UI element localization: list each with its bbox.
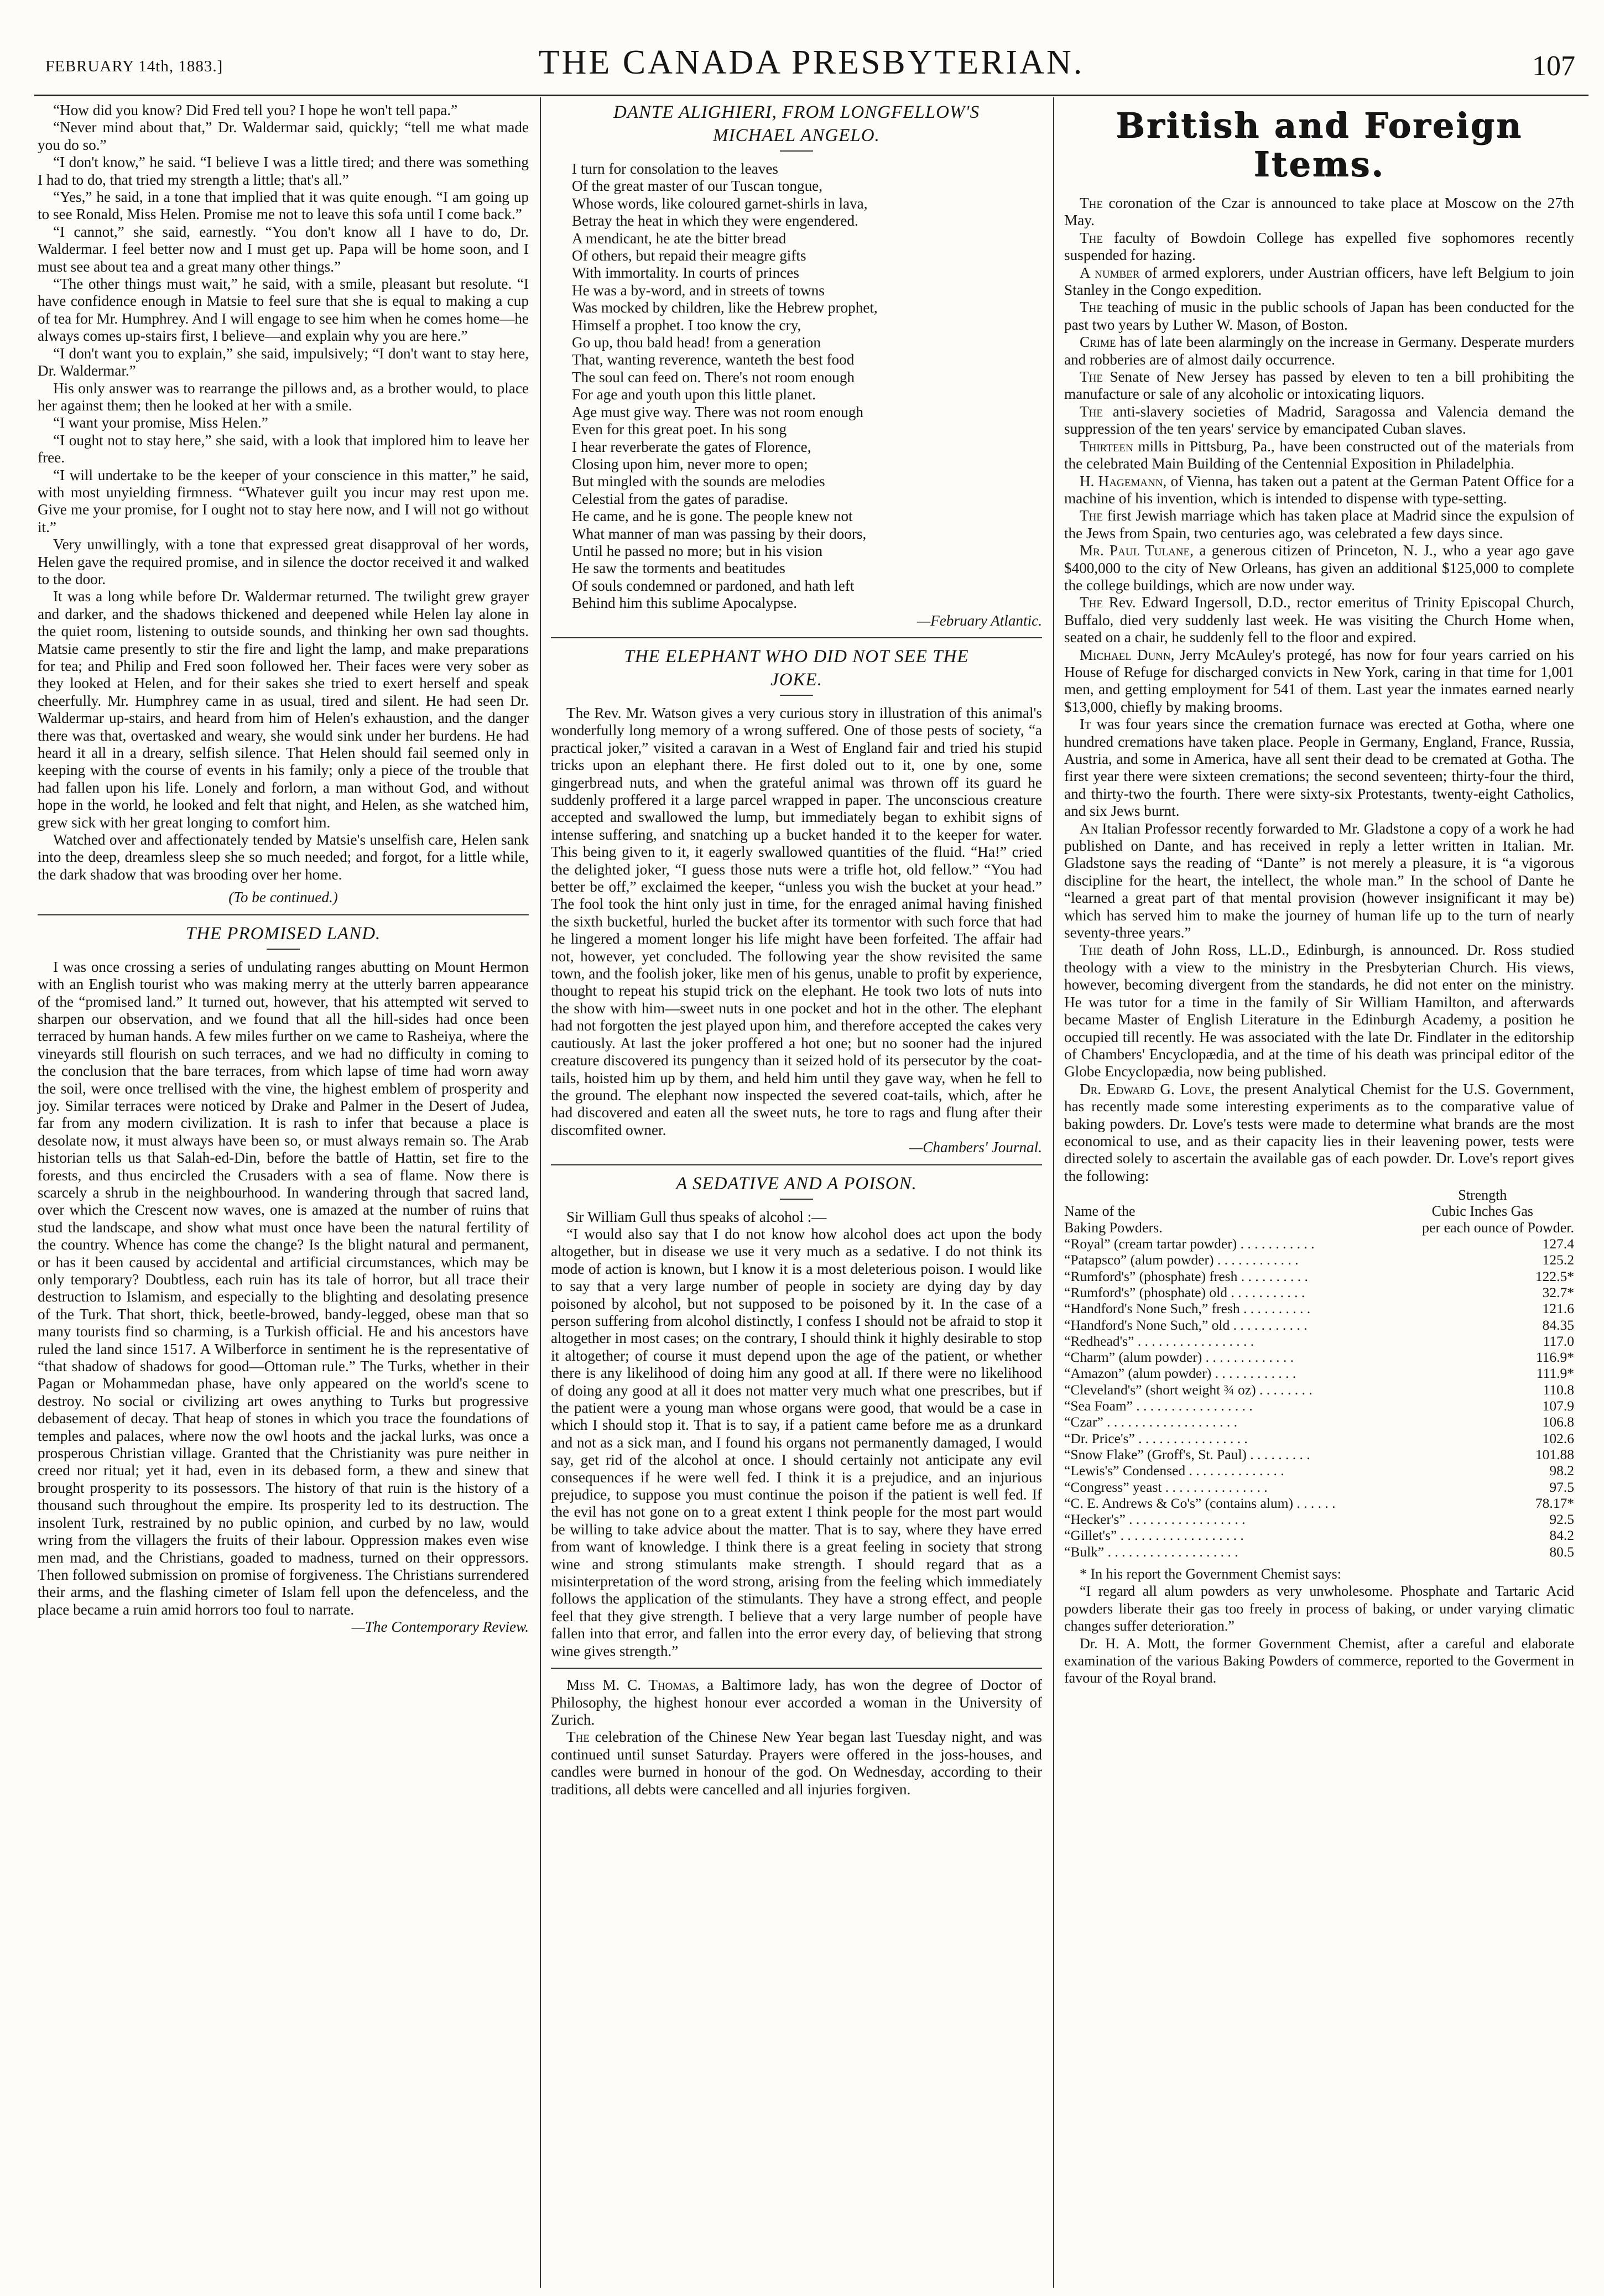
item-body: the present Analytical Chemist for the U.S. Government, has recently made some interesting experiments as to the comparative value of baking powders. Dr. Love's tests were made to determine what brands are the most economical to use, and as their capacity lies in their leavening power, tests were directed solely to ascertain the available gas of each powder. Dr. Love's report gives the following:: [1064, 1080, 1574, 1184]
powder-strength: 32.7*: [1542, 1284, 1574, 1300]
column-1: [38, 102, 529, 1639]
powder-strength: 98.2: [1549, 1462, 1574, 1479]
news-item: [1064, 368, 1574, 403]
page-header: [34, 37, 1589, 92]
news-item: [1064, 403, 1574, 438]
powder-strength: 122.5*: [1535, 1268, 1574, 1284]
poem-line: Closing upon him, never more to open;: [572, 455, 808, 472]
news-item: [1064, 941, 1574, 1080]
item-body: anti-slavery societies of Madrid, Saragossa and Valencia demand the suppression of the ten years' service by emancipated Cuban slaves.: [1064, 403, 1574, 438]
news-item: [1064, 820, 1574, 942]
powder-strength: 80.5: [1549, 1543, 1574, 1560]
news-item: [1064, 473, 1574, 508]
powder-strength: 92.5: [1549, 1511, 1574, 1528]
poem-line: He saw the torments and beatitudes: [572, 560, 785, 577]
news-items: [1064, 195, 1574, 1185]
news-item: [1064, 438, 1574, 473]
item-body: coronation of the Czar is announced to take place at Moscow on the 27th May.: [1064, 195, 1574, 229]
page-number: 107: [1532, 50, 1575, 82]
poem-line: That, wanting reverence, wanteth the best food: [572, 351, 855, 368]
baking-powder-table: [1064, 1187, 1574, 1560]
table-row: [1064, 1333, 1574, 1349]
item-lead: An: [1080, 820, 1098, 837]
item-body: of armed explorers, under Austrian officers, have left Belgium to join Stanley in the Congo expedition.: [1064, 264, 1575, 299]
poem-line: He was a by-word, and in streets of towns: [572, 282, 825, 299]
poem-line: I turn for consolation to the leaves: [572, 160, 778, 177]
powder-name: “Congress” yeast . . . . . . . . . . . . . . .: [1064, 1478, 1268, 1495]
powder-strength: 106.8: [1542, 1414, 1574, 1430]
item-lead: A number: [1080, 264, 1140, 281]
powder-name: “Charm” (alum powder) . . . . . . . . . . . . .: [1064, 1349, 1294, 1366]
poem-line: Until he passed no more; but in his vision: [572, 542, 823, 559]
sedative-paragraph: “I would also say that I do not know how alcohol does act upon the body altogether, but in disease we use it very much as a sedative. I do not think its mode of action is known, but I know it is a most deleterious poison. I would like to say that a very large number of people in society are dying day by day poisoned by alcohol, but not supposed to be poisoned by it. In the case of a person suffering from alcohol distinctly, I confess I should not be afraid to stop it altogether in most cases; on the contrary, I should think it highly desirable to stop it altogether; of course it must depend upon the age of the patient, or whether there is any likelihood of doing him any good at all. If there were no likelihood of doing any good at all it does not matter very much what one prescribes, but if the patient were a young man whose organs were good, that would be a case in which I should stop it. That is to say, if a patient came before me as a drunkard and not as a sick man, and I found his organs not permanently damaged, I would say, get rid of the alcohol at once. I should certainly not anticipate any evil consequences if he were well fed. I think it is a prejudice, and an injurious prejudice, to suppose you must continue the poison if the patient is well fed. If the evil has not gone on to a great extent I think people for the most part would be willing to take advice about the matter. That is to say, where they have erred from want of knowledge. I think there is a great feeling in society that strong wine and strong stimulants make strength. I should regard that as a misinterpretation of the word strong, arising from the feeling which immediately follows the application of the stimulants. They have a strong effect, and people feel that they give strength. I believe that a very large number of people have fallen into that error, and fallen into the error every day, of believing that strong wine gives strength.”: [551, 1225, 1042, 1659]
poem-line: With immortality. In courts of princes: [572, 264, 799, 282]
item-body: of Vienna, has taken out a patent at the German Patent Office for a machine of his invention, which is intended to dispense with type-setting.: [1064, 472, 1575, 507]
poem-line: I hear reverberate the gates of Florence,: [572, 438, 811, 455]
powder-strength: 78.17*: [1535, 1495, 1574, 1511]
story-paragraph: It was a long while before Dr. Waldermar returned. The twilight grew grayer and darker, and the shadows thickened and deepened while Helen lay alone in the quiet room, listening to outside sounds, and thinking her own sad thoughts. Matsie came presently to stir the fire and light the lamp, and make preparations for tea; and Philip and Fred soon followed her. Their faces were very sober as they looked at Helen, and for their sakes she tried to exert herself and speak cheerfully. Mr. Humphrey came in as usual, tired and silent. He had seen Dr. Waldermar up-stairs, and heard from him of Helen's exhaustion, and the danger there was that, overtasked and weary, she would sink under her burdens. He had heard it all in a dreary, selfish silence. That Helen should fail seemed only in keeping with the course of events in his family; only a piece of the trouble that had fallen upon his life. Lonely and forlorn, a man without God, and without hope in the world, he looked and felt that night, and Helen, as she watched him, grew sick with her great longing to comfort him.: [38, 588, 529, 831]
item-lead: H. Hagemann,: [1080, 472, 1167, 490]
powder-name: “Snow Flake” (Groff's, St. Paul) . . . . . . . . .: [1064, 1446, 1310, 1462]
powder-strength: 102.6: [1542, 1430, 1574, 1446]
poem-line: Even for this great poet. In his song: [572, 421, 787, 438]
item-lead: The: [1080, 594, 1103, 611]
poem-line: But mingled with the sounds are melodies: [572, 473, 825, 490]
table-row: [1064, 1495, 1574, 1511]
powder-name: “Hecker's” . . . . . . . . . . . . . . . . .: [1064, 1511, 1246, 1528]
poem-line: For age and youth upon this little planet.: [572, 386, 816, 403]
news-item: [1064, 647, 1574, 716]
masthead-title: THE CANADA PRESBYTERIAN.: [538, 44, 1085, 81]
item-lead: The: [1080, 299, 1103, 316]
header-rule: [34, 95, 1589, 96]
powder-strength: 110.8: [1543, 1381, 1574, 1398]
table-row: [1064, 1284, 1574, 1300]
table-header-strength: Strength: [1458, 1187, 1507, 1204]
powder-name: “Cleveland's” (short weight ¾ oz) . . . . . . . .: [1064, 1381, 1313, 1398]
table-row: [1064, 1511, 1574, 1527]
powder-strength: 84.2: [1549, 1527, 1574, 1544]
poem-line: A mendicant, he ate the bitter bread: [572, 230, 787, 247]
table-row: [1064, 1479, 1574, 1495]
powder-strength: 84.35: [1542, 1316, 1574, 1333]
article-divider: [551, 1668, 1042, 1669]
news-item: [1064, 195, 1574, 230]
table-header-baking: Baking Powders.: [1064, 1219, 1163, 1236]
poem-line: Whose words, like coloured garnet-shirls in lava,: [572, 195, 868, 212]
footnote-quote: “I regard all alum powders as very unwholesome. Phosphate and Tartaric Acid powders liberate their gas too freely in process of baking, or under varying climatic changes suffer deterioration.”: [1064, 1583, 1574, 1634]
poem-line: The soul can feed on. There's not room enough: [572, 368, 855, 386]
elephant-source: —Chambers' Journal.: [909, 1139, 1042, 1156]
title-rule: [267, 949, 300, 950]
item-body: Senate of New Jersey has passed by eleven to ten a bill prohibiting the manufacture or sale of any alcoholic or intoxicating liquors.: [1064, 368, 1574, 403]
story-paragraph: “I don't want you to explain,” she said, impulsively; “I don't want to stay here, Dr. Waldermar.”: [38, 345, 529, 379]
news-item: [1064, 594, 1574, 646]
table-header-row: [1064, 1203, 1574, 1219]
article-divider: [38, 914, 529, 915]
promised-land-source: —The Contemporary Review.: [351, 1618, 529, 1636]
powder-name: “Gillet's” . . . . . . . . . . . . . . . . . .: [1064, 1527, 1244, 1544]
item-body: death of John Ross, LL.D., Edinburgh, is announced. Dr. Ross studied theology with a view to the ministry in the Presbyterian Church. His views, however, becoming divergent from the standards, he did not enter on the ministry. He was tutor for a time in the family of Sir William Hamilton, and afterwards became Master of English Literature in the Edinburgh Academy, a position he occupied till recently. He was associated with the late Dr. Findlater in the editorship of Chambers' Encyclopædia, and at the time of his death was principal editor of the Globe Encyclopædia, now being published.: [1064, 941, 1574, 1080]
elephant-title-line-1: THE ELEPHANT WHO DID NOT SEE THE: [624, 646, 969, 667]
powder-name: “Bulk” . . . . . . . . . . . . . . . . . . .: [1064, 1543, 1238, 1560]
item-lead: The: [1080, 368, 1103, 386]
poem-line: Of the great master of our Tuscan tongue,: [572, 178, 823, 195]
table-row: [1064, 1236, 1574, 1252]
table-row: [1064, 1317, 1574, 1333]
title-rule: [780, 1199, 813, 1200]
powder-name: “Patapsco” (alum powder) . . . . . . . . . . . .: [1064, 1252, 1299, 1268]
poem-line: Himself a prophet. I too know the cry,: [572, 316, 801, 334]
item-body: a Baltimore lady, has won the degree of Doctor of Philosophy, the highest honour ever accorded a woman in the University of Zurich.: [551, 1677, 1043, 1728]
story-paragraph: “I ought not to stay here,” she said, with a look that implored him to leave her free.: [38, 431, 529, 466]
elephant-paragraph: The Rev. Mr. Watson gives a very curious story in illustration of this animal's wonderfully long memory of a wrong suffered. One of those pests of society, “a practical joker,” visited a caravan in a West of England fair and tried his stupid tricks upon an elephant there. He first doled out to it, one by one, some gingerbread nuts, and when the grateful animal was thrown off its guard he suddenly proffered it a large parcel wrapped in paper. The unconscious creature accepted and swallowed the lump, but immediately began to exhibit signs of intense suffering, and snatching up a bucket handed it to the keeper for water. This being given to it, it eagerly swallowed quantities of the fluid. “Ha!” cried the delighted joker, “I guess those nuts were a trifle hot, old fellow.” “You had better be off,” exclaimed the keeper, “unless you wish the bucket at your head.” The fool took the hint only just in time, for the enraged animal having finished the sixth bucketful, hurled the bucket after its tormentor with such force that had he lingered a moment longer his life might have been forfeited. The affair had not, however, yet concluded. The following year the show revisited the same town, and the foolish joker, like men of his genus, unable to profit by experience, thought to repeat his stupid trick on the elephant. He took two lots of nuts into the show with him—sweet nuts in one pocket and hot in the other. The elephant had not forgotten the jest played upon him, and therefore accepted the cakes very cautiously. At last the joker proffered a hot one; but no sooner had the injured creature discovered its pungency than it seized hold of its persecutor by the coat-tails, hoisted him up by them, and held him until they gave way, when he fell to the ground. The elephant now inspected the severed coat-tails, which, after he had discovered and eaten all the sweet nuts, he tore to rags and flung after their discomfited owner.: [551, 704, 1042, 1138]
table-row: [1064, 1300, 1574, 1316]
item-lead: Mr. Paul Tulane,: [1080, 542, 1194, 559]
powder-name: “Handford's None Such,” fresh . . . . . . . . . .: [1064, 1300, 1311, 1317]
footnote-mott: Dr. H. A. Mott, the former Government Chemist, after a careful and elaborate examination of the various Baking Powders of commerce, reported to the Goverment in favour of the Royal brand.: [1064, 1635, 1574, 1686]
powder-strength: 125.2: [1542, 1252, 1574, 1268]
table-header-row: [1064, 1220, 1574, 1236]
column-3: [1064, 102, 1574, 1687]
table-row: [1064, 1349, 1574, 1365]
item-lead: Miss M. C. Thomas,: [566, 1677, 700, 1694]
table-header-cubic: Cubic Inches Gas: [1431, 1203, 1534, 1220]
table-row: [1064, 1446, 1574, 1462]
footnote-marker-line: * In his report the Government Chemist says:: [1080, 1565, 1341, 1582]
table-row: [1064, 1252, 1574, 1268]
thomas-item: [551, 1677, 1042, 1728]
sedative-paragraph: Sir William Gull thus speaks of alcohol :—: [566, 1208, 827, 1225]
powder-name: “Handford's None Such,” old . . . . . . . . . . .: [1064, 1316, 1308, 1333]
poem-line: Celestial from the gates of paradise.: [572, 490, 789, 507]
british-foreign-items-heading: British and Foreign Items.: [1116, 105, 1523, 184]
item-body: faculty of Bowdoin College has expelled five sophomores recently suspended for hazing.: [1064, 229, 1574, 264]
table-header-row: [1064, 1187, 1574, 1203]
item-body: Italian Professor recently forwarded to Mr. Gladstone a copy of a work he had published on Dante, and has received in reply a letter written in Italian. Mr. Gladstone says the reading of “Dante” is not merely a pleasure, it is “a vigorous discipline for the heart, the intellect, the whole man.” In the school of Dante he “learned a great part of that mental provision (however insignificant it may be) which has served him to make the journey of human life up to the turn of nearly seventy-three years.”: [1064, 820, 1574, 941]
table-header-left: [1064, 1187, 1391, 1203]
powder-name: “Dr. Price's” . . . . . . . . . . . . . . . .: [1064, 1430, 1248, 1446]
item-body: was four years since the cremation furnace was erected at Gotha, where one hundred cremations have taken place. People in Germany, England, France, Russia, Austria, and some in America, have all sent their dead to be cremated at Gotha. The first year there were sixteen cremations; the second seventeen; thirty-four the third, and thirty-two the fourth. There were sixty-six Protestants, twenty-eight Catholics, and six Jews burnt.: [1064, 716, 1574, 820]
story-paragraph: “I cannot,” she said, earnestly. “You don't know all I have to do, Dr. Waldermar. I feel better now and I must get up. Papa will be home soon, and I must see about tea and a great many other things.”: [38, 223, 529, 275]
title-rule: [780, 695, 813, 696]
poem-line: Age must give way. There was not room enough: [572, 403, 864, 420]
story-paragraph: “I will undertake to be the keeper of your conscience in this matter,” he said, with most unyielding firmness. “Whatever guilt you incur may rest upon me. Give me your promise, for I ought not to stay here now, and I will not go without it.”: [38, 466, 529, 535]
item-lead: It: [1080, 716, 1091, 733]
item-lead: The: [566, 1728, 590, 1746]
story-paragraph: His only answer was to rearrange the pillows and, as a brother would, to place her against them; then he looked at her with a smile.: [38, 379, 529, 414]
item-lead: The: [1080, 229, 1103, 246]
item-lead: The: [1080, 195, 1103, 211]
powder-strength: 121.6: [1542, 1300, 1574, 1317]
powder-strength: 116.9*: [1535, 1349, 1574, 1366]
powder-name: “Rumford's” (phosphate) old . . . . . . . . . . .: [1064, 1284, 1305, 1300]
item-body: celebration of the Chinese New Year began last Tuesday night, and was continued until sunset Saturday. Prayers were offered in the joss-houses, and candles were burned in honour of the god. On Wednesday, according to their traditions, all debts were cancelled and all injuries forgiven.: [551, 1728, 1042, 1798]
powder-strength: 97.5: [1549, 1478, 1574, 1495]
story-paragraph: “The other things must wait,” he said, with a smile, pleasant but resolute. “I have confidence enough in Matsie to feel sure that she is equal to making a cup of tea for Mr. Humphrey. And I will engage to see him when he comes home—he always comes up-stairs first, I believe—and explain why you are here.”: [38, 275, 529, 345]
item-body: has of late been alarmingly on the increase in Germany. Desperate murders and robberies are of almost daily occurrence.: [1064, 334, 1574, 368]
news-item: [1064, 334, 1574, 368]
table-header-per-ounce: per each ounce of Powder.: [1421, 1219, 1574, 1236]
powder-strength: 107.9: [1542, 1398, 1574, 1414]
item-body: first Jewish marriage which has taken place at Madrid since the expulsion of the Jews from Spain, two centuries ago, was celebrated a few days since.: [1064, 507, 1574, 542]
table-row: [1064, 1462, 1574, 1478]
poem-line: Of souls condemned or pardoned, and hath left: [572, 577, 855, 594]
news-item: [1064, 299, 1574, 334]
powder-name: “Rumford's” (phosphate) fresh . . . . . . . . . .: [1064, 1268, 1308, 1284]
item-body: Rev. Edward Ingersoll, D.D., rector emeritus of Trinity Episcopal Church, Buffalo, died very suddenly last week. He was visiting the Church Home when, seated on a chair, he suddenly fell to the floor and expired.: [1064, 594, 1574, 646]
powder-name: “Sea Foam” . . . . . . . . . . . . . . . . .: [1064, 1398, 1253, 1414]
poem-line: He came, and he is gone. The people knew not: [572, 508, 853, 525]
promised-land-paragraph: I was once crossing a series of undulating ranges abutting on Mount Hermon with an English tourist who was making merry at the utterly barren appearance of the “promised land.” It turned out, however, that his attempted wit served to sharpen our observation, and we found that all the hill-sides had once been terraced by human hands. A few miles further on we came to Rasheiya, where the vineyards still flourish on such terraces, and we had no difficulty in coming to the conclusion that the bare terraces, from which lapse of time had worn away the soil, were once trellised with the vine, the highest emblem of prosperity and joy. Similar terraces were noticed by Drake and Palmer in the Desert of Judea, far from any modern civilization. It is rash to infer that because a place is desolate now, it must always have been so, or must always remain so. The Arab historian tells us that Salah-ed-Din, before the battle of Hattin, set fire to the forests, and thus encircled the Crusaders with a sea of flame. Now there is scarcely a shrub in the neighbourhood. In wandering through that sacred land, over which the Crescent now waves, one is amazed at the number of ruins that stud the landscape, and show what must once have been the natural fertility of the country. Whence has come the change? Is the blight natural and permanent, or has it been caused by accidental and artificial circumstances, which may be only temporary? Doubtless, each ruin has its tale of horror, but all trace their destruction to Islamism, and especially to the blighting and desolating presence of the Turk. That short, thick, beetle-browed, bandy-legged, obese man that so many tourists find so charming, is a Turkish official. He and his ancestors have ruled the land since 1517. A Wilberforce in sentiment he is the representative of “that shadow of shadows for good—Ottoman rule.” The Turks, whether in their Pagan or Mohammedan phase, have only appeared on the world's scene to destroy. No social or civilizing art owes anything to Turks but progressive debasement of decay. That heap of stones in which you trace the foundations of temples and palaces, where now the owl hoots and the jackal lurks, was once a prosperous Christian village. Granted that the Christianity was pure neither in creed nor ritual; yet it had, even in its debased form, a thew and sinew that brought prosperity to its possessors. The history of that ruin is the history of a thousand such throughout the empire. Its prosperity led to its destruction. The insolent Turk, restrained by no public opinion, and curbed by no law, would wring from the villagers the fruits of their labour. Oppression makes even wise men mad, and the Christians, goaded to madness, turned on their oppressors. Then followed submission on promise of forgiveness. The Christians surrendered their arms, and the flashing cimeter of Islam fell upon the defenceless, and the place became a ruin amid horrors too foul to narrate.: [38, 958, 529, 1618]
column-2: [551, 102, 1042, 1798]
table-row: [1064, 1527, 1574, 1543]
chinese-new-year-item: [551, 1728, 1042, 1798]
story-paragraph: “How did you know? Did Fred tell you? I hope he won't tell papa.”: [53, 102, 458, 118]
news-item: [1064, 542, 1574, 594]
item-lead: The: [1080, 507, 1103, 524]
poem-line: Betray the heat in which they were engendered.: [572, 212, 858, 230]
news-item: [1064, 264, 1574, 299]
item-lead: Dr. Edward G. Love,: [1080, 1080, 1215, 1097]
poem-line: Of others, but repaid their meagre gifts: [572, 247, 806, 264]
column-rule-2: [1053, 97, 1054, 2288]
item-body: Jerry McAuley's protegé, has now for four years carried on his House of Refuge for discharged convicts in New York, caring in that time for 1,001 men, and getting employment for 541 of them. Last year the inmates earned nearly $13,000, chiefly by making brooms.: [1064, 646, 1574, 715]
issue-date: FEBRUARY 14th, 1883.]: [45, 58, 223, 75]
table-row: [1064, 1430, 1574, 1446]
table-row: [1064, 1414, 1574, 1430]
article-divider: [551, 637, 1042, 638]
poem-line: Was mocked by children, like the Hebrew prophet,: [572, 299, 878, 316]
item-body: mills in Pittsburg, Pa., have been constructed out of the materials from the celebrated Main Building of the Centennial Exposition in Philadelphia.: [1064, 438, 1574, 472]
powder-strength: 111.9*: [1536, 1365, 1574, 1382]
elephant-title-line-2: JOKE.: [770, 669, 822, 690]
poem-line: Go up, thou bald head! from a generation: [572, 334, 821, 351]
powder-name: “Lewis's” Condensed . . . . . . . . . . . . . .: [1064, 1462, 1284, 1479]
dante-title-line-1: DANTE ALIGHIERI, FROM LONGFELLOW'S: [613, 102, 980, 122]
powder-name: “Amazon” (alum powder) . . . . . . . . . . . .: [1064, 1365, 1296, 1382]
news-item: [1064, 716, 1574, 820]
story-paragraph: Watched over and affectionately tended by Matsie's unselfish care, Helen sank into the deep, dreamless sleep she so much needed; and forgot, for a little while, the dark shadow that was brooding over her home.: [38, 831, 529, 883]
table-row: [1064, 1365, 1574, 1381]
column-rule-1: [540, 97, 541, 2288]
story-paragraph: Very unwillingly, with a tone that expressed great disapproval of her words, Helen gave the required promise, and in silence the doctor received it and walked to the door.: [38, 536, 529, 587]
item-body: teaching of music in the public schools of Japan has been conducted for the past two years by Luther W. Mason, of Boston.: [1064, 299, 1574, 333]
news-item: [1064, 230, 1574, 264]
story-paragraph: “I don't know,” he said. “I believe I was a little tired; and there was something I had to do, that tried my strength a little; that's all.”: [38, 154, 529, 188]
article-divider: [551, 1164, 1042, 1165]
table-row: [1064, 1398, 1574, 1414]
dante-poem: [551, 160, 1042, 612]
dante-source: —February Atlantic.: [916, 612, 1042, 629]
poem-line: Behind him this sublime Apocalypse.: [572, 595, 798, 612]
news-item: [1064, 507, 1574, 542]
powder-name: “C. E. Andrews & Co's” (contains alum) . . . . . .: [1064, 1495, 1336, 1511]
promised-land-title: THE PROMISED LAND.: [185, 923, 381, 944]
powder-strength: 117.0: [1543, 1332, 1574, 1349]
title-rule: [780, 150, 813, 152]
item-body: a generous citizen of Princeton, N. J., who a year ago gave $400,000 to the city of New Orleans, has given an additional $125,000 to complete the college buildings, which are now under way.: [1064, 542, 1574, 593]
newspaper-page: [34, 37, 1589, 2282]
powder-strength: 127.4: [1542, 1236, 1574, 1252]
item-lead: The: [1080, 941, 1103, 959]
powder-name: “Redhead's” . . . . . . . . . . . . . . . . .: [1064, 1332, 1254, 1349]
news-item: [1064, 1081, 1574, 1185]
story-paragraph: “Yes,” he said, in a tone that implied that it was quite enough. “I am going up to see Ronald, Miss Helen. Promise me not to leave this sofa until I come back.”: [38, 189, 529, 223]
story-paragraph: “I want your promise, Miss Helen.”: [53, 414, 268, 431]
dante-title-line-2: MICHAEL ANGELO.: [713, 126, 880, 145]
table-header-name: Name of the: [1064, 1203, 1136, 1220]
table-row: [1064, 1268, 1574, 1284]
item-lead: The: [1080, 403, 1103, 420]
item-lead: Michael Dunn,: [1080, 646, 1175, 663]
powder-strength: 101.88: [1535, 1446, 1574, 1462]
to-be-continued: (To be continued.): [228, 889, 338, 906]
item-lead: Crime: [1080, 334, 1116, 351]
powder-name: “Czar” . . . . . . . . . . . . . . . . . . .: [1064, 1414, 1238, 1430]
sedative-title: A SEDATIVE AND A POISON.: [676, 1173, 917, 1194]
story-paragraph: “Never mind about that,” Dr. Waldermar said, quickly; “tell me what made you do so.”: [38, 119, 529, 153]
serial-story: [38, 102, 529, 907]
table-row: [1064, 1382, 1574, 1398]
item-lead: Thirteen: [1080, 438, 1133, 455]
powder-name: “Royal” (cream tartar powder) . . . . . . . . . . .: [1064, 1236, 1315, 1252]
poem-line: What manner of man was passing by their doors,: [572, 525, 867, 542]
table-row: [1064, 1544, 1574, 1560]
